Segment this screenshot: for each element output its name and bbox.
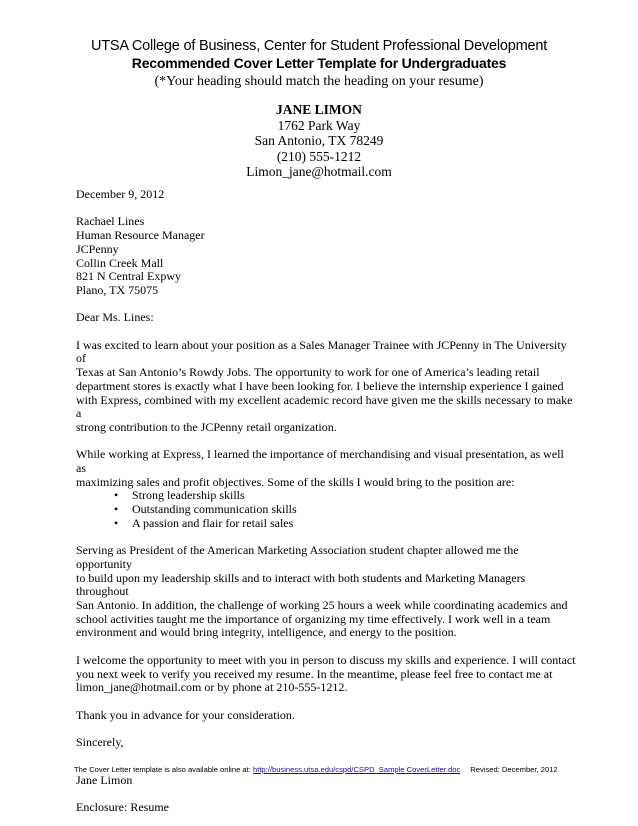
letter-date: December 9, 2012: [76, 187, 165, 201]
page-footer: [74, 765, 574, 774]
list-item: • Strong leadership skills: [114, 488, 245, 503]
thanks-line: Thank you in advance for your consideration.: [76, 707, 295, 722]
header-template-title: Recommended Cover Letter Template for Undergraduates: [131, 55, 507, 71]
paragraph-line: environment and would bring integrity, intelligence, and energy to the position.: [76, 625, 457, 640]
sender-city: San Antonio, TX 78249: [254, 133, 384, 148]
recipient-title: Human Resource Manager: [76, 228, 205, 243]
recipient-street: 821 N Central Expwy: [76, 269, 181, 284]
paragraph-line: San Antonio. In addition, the challenge of working 25 hours a week while coordinating academics and: [76, 598, 568, 613]
closing-line: Sincerely,: [76, 735, 124, 749]
paragraph-line: I was excited to learn about your position as a Sales Manager Trainee with JCPenny in The University of: [76, 337, 567, 366]
footer-prefix: The Cover Letter template is also available online at:: [74, 765, 253, 774]
sender-street: 1762 Park Way: [277, 117, 361, 133]
paragraph-line: to build upon my leadership skills and to interact with both students and Marketing Managers throughout: [76, 570, 526, 599]
list-item: • Outstanding communication skills: [114, 502, 297, 517]
sender-name: JANE LIMON: [276, 102, 362, 117]
bullet-icon: •: [114, 502, 119, 517]
paragraph-line: school activities taught me the importance of organizing my time effectively. I work well in a team: [76, 611, 551, 626]
paragraph-experience: [76, 448, 576, 489]
footer-revised: Revised: December, 2012: [470, 765, 558, 774]
paragraph-line: you next week to verify you received my resume. In the meantime, please feel free to contact me at: [76, 666, 553, 681]
signature-name: Jane Limon: [76, 772, 133, 787]
paragraph-line: I welcome the opportunity to meet with you in person to discuss my skills and experience. I will contact: [76, 652, 576, 667]
paragraph-line: with Express, combined with my excellent academic record have given me the skills necessary to make a: [76, 392, 573, 421]
paragraph-intro: [76, 339, 576, 435]
skills-list: [76, 489, 576, 530]
header-institution: UTSA College of Business, Center for Student Professional Development: [90, 38, 548, 54]
recipient-city: Plano, TX 75075: [76, 282, 159, 297]
list-item: • A passion and flair for retail sales: [114, 515, 294, 530]
paragraph-line: limon_jane@hotmail.com or by phone at 210-555-1212.: [76, 680, 348, 695]
paragraph-leadership: [76, 544, 576, 640]
header-note: (*Your heading should match the heading on your resume): [154, 74, 484, 89]
salutation: Dear Ms. Lines:: [76, 310, 154, 325]
enclosure-line: Enclosure: Resume: [76, 800, 169, 815]
paragraph-closing: [76, 654, 576, 695]
paragraph-line: department stores is exactly what I have been looking for. I believe the internship experience I gained: [76, 378, 564, 393]
bullet-icon: •: [114, 488, 119, 503]
recipient-company: JCPenny: [76, 241, 119, 256]
template-link[interactable]: http://business.utsa.edu/cspd/CSPD_Sample CoverLetter.doc: [252, 765, 461, 774]
paragraph-line: maximizing sales and profit objectives. Some of the skills I would bring to the position are:: [76, 474, 515, 489]
recipient-name: Rachael Lines: [76, 214, 145, 229]
letter-body: [76, 188, 576, 815]
sender-email: Limon_jane@hotmail.com: [246, 164, 392, 179]
sender-phone: (210) 555-1212: [276, 148, 362, 164]
paragraph-line: Serving as President of the American Marketing Association student chapter allowed me the opportunity: [76, 543, 519, 571]
recipient-block: [76, 215, 576, 297]
paragraph-line: strong contribution to the JCPenny retail organization.: [76, 419, 337, 434]
paragraph-line: Texas at San Antonio’s Rowdy Jobs. The opportunity to work for one of America’s leading retail: [76, 365, 540, 380]
recipient-location: Collin Creek Mall: [76, 255, 164, 270]
sender-contact-block: [0, 102, 638, 180]
paragraph-line: While working at Express, I learned the importance of merchandising and visual presentation, as well as: [76, 447, 564, 475]
bullet-icon: •: [114, 515, 119, 530]
